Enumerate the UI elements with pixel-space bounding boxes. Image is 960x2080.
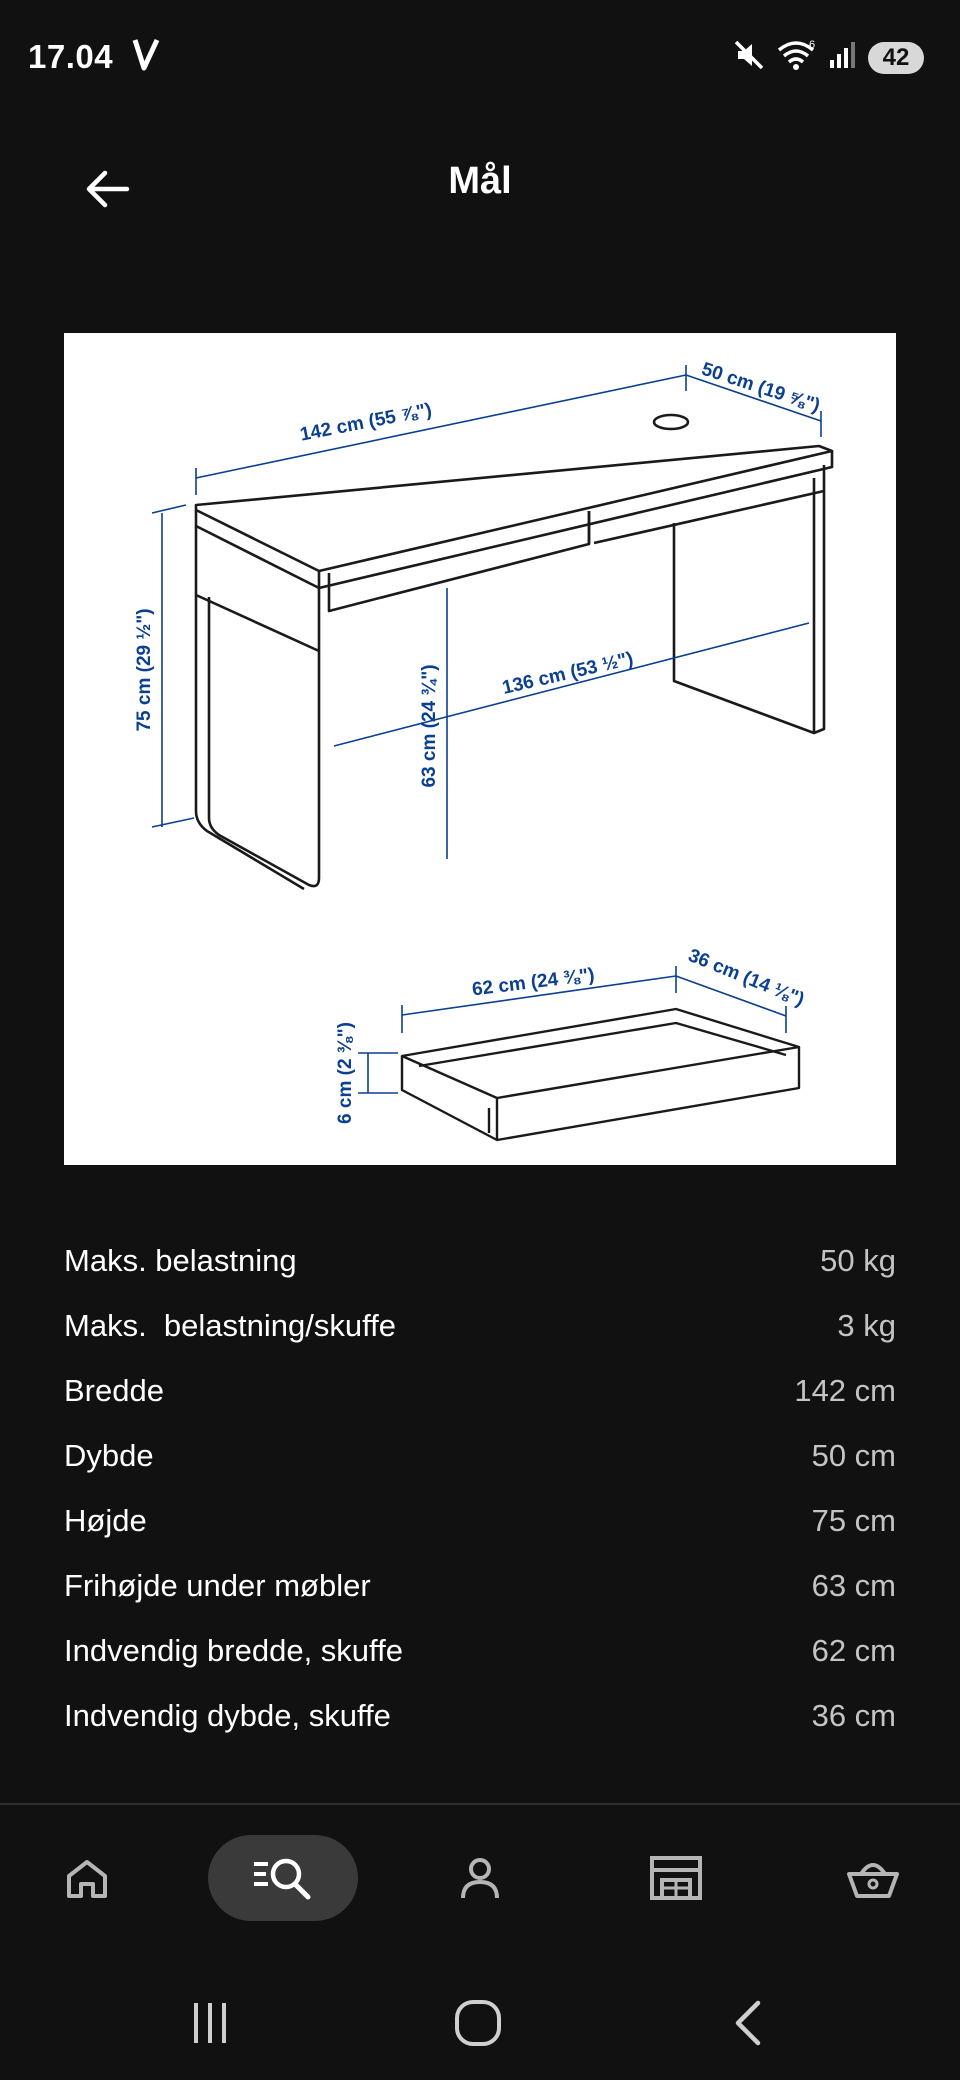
home-icon [63,1854,111,1902]
svg-text:6: 6 [809,39,816,51]
dimension-diagram[interactable] [64,333,896,1165]
spec-label: Dybde [64,1437,154,1473]
system-back-button[interactable] [708,1988,788,2058]
status-time: 17.04 [28,38,114,75]
spec-row [64,1683,896,1748]
drawer-drawing [402,1009,799,1140]
back-chevron-icon [728,1999,768,2047]
spec-row [64,1488,896,1553]
spec-label: Frihøjde under møbler [64,1567,371,1603]
spec-value: 62 cm [811,1632,896,1668]
spec-value: 142 cm [794,1372,896,1408]
spec-value: 50 cm [811,1437,896,1473]
signal-icon [828,40,858,75]
spec-label: Indvendig dybde, skuffe [64,1697,391,1733]
basket-icon [845,1854,901,1902]
carrier-logo-icon [132,36,160,77]
bottom-nav [0,1805,960,1955]
system-nav [0,1960,960,2080]
nav-basket[interactable] [830,1835,916,1921]
spec-list [64,1228,896,1748]
spec-row [64,1553,896,1618]
spec-label: Indvendig bredde, skuffe [64,1632,403,1668]
spec-value: 36 cm [811,1697,896,1733]
battery-indicator: 42 [868,42,924,74]
spec-value: 63 cm [811,1567,896,1603]
spec-row [64,1293,896,1358]
status-bar [0,0,960,115]
spec-row [64,1618,896,1683]
profile-icon [456,1854,504,1902]
spec-row [64,1423,896,1488]
search-list-icon [252,1854,314,1902]
home-circle-icon [454,1999,502,2047]
spec-value: 75 cm [811,1502,896,1538]
recent-apps-icon [188,2001,232,2045]
header [0,130,960,240]
status-icons [732,38,924,77]
label-drawer-depth: 36 cm (14 ⅛") [685,945,808,1011]
spec-value: 50 kg [820,1242,896,1278]
label-clearance-height: 63 cm (24 ¾") [419,664,440,788]
spec-label: Højde [64,1502,147,1538]
label-inner-width: 136 cm (53 ½") [500,648,636,699]
label-drawer-height: 6 cm (2 ⅜") [335,1022,356,1124]
spec-value: 3 kg [837,1307,896,1343]
spec-row [64,1358,896,1423]
spec-label: Maks. belastning/skuffe [64,1307,396,1343]
spec-label: Bredde [64,1372,164,1408]
label-desk-depth: 50 cm (19 ⅝") [698,358,823,417]
store-icon [648,1854,704,1902]
recent-apps-button[interactable] [170,1988,250,2058]
desk-drawing [196,415,832,889]
label-desk-width: 142 cm (55 ⅞") [298,399,434,446]
spec-label: Maks. belastning [64,1242,297,1278]
mute-icon [732,38,766,77]
nav-search[interactable] [208,1835,358,1921]
label-drawer-width: 62 cm (24 ⅜") [470,964,596,1001]
nav-profile[interactable] [437,1835,523,1921]
nav-store[interactable] [633,1835,719,1921]
system-home-button[interactable] [438,1988,518,2058]
wifi-icon [776,38,818,77]
label-desk-height: 75 cm (29 ½") [134,608,155,732]
page-title: Mål [448,160,512,202]
nav-home[interactable] [44,1835,130,1921]
spec-row [64,1228,896,1293]
